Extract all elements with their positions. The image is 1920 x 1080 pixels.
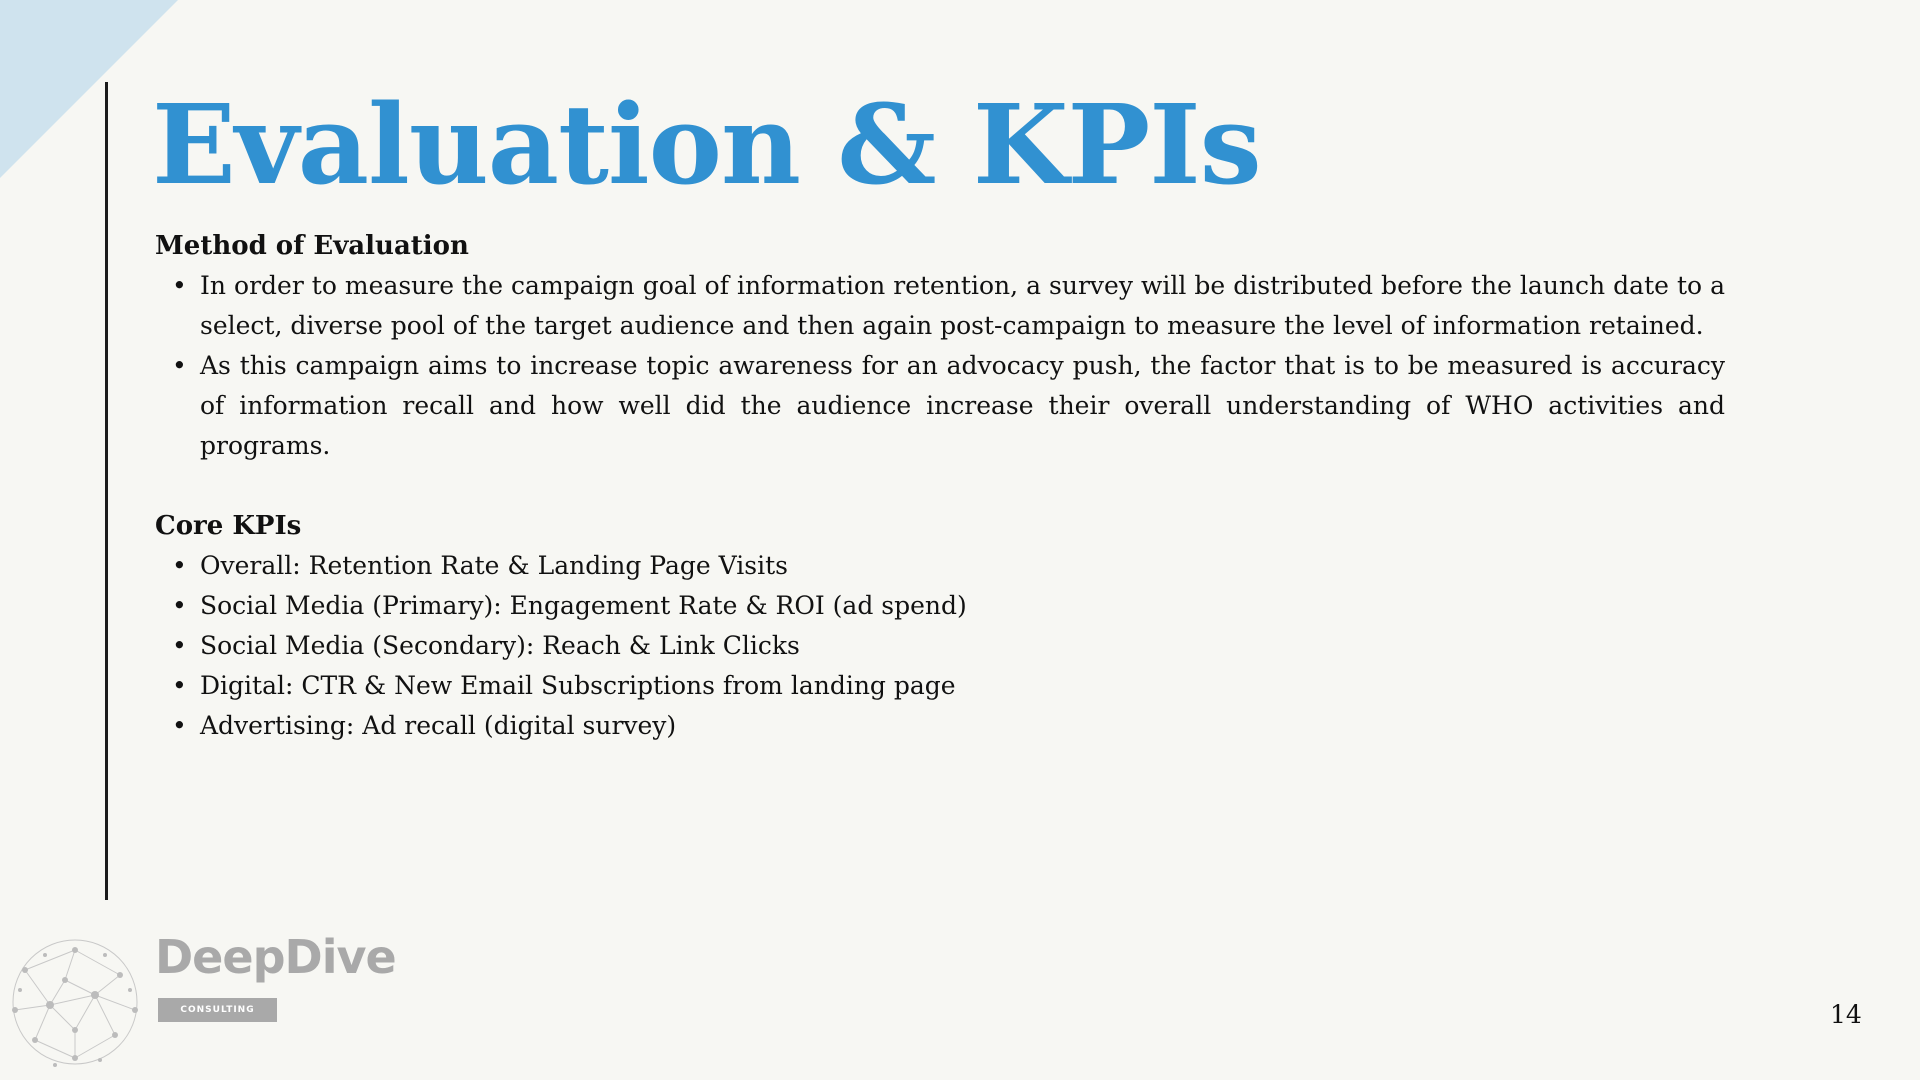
slide-title: Evaluation & KPIs — [152, 80, 1261, 209]
kpi-item: • Social Media (Secondary): Reach & Link Clicks — [200, 626, 1725, 666]
kpi-item: • Social Media (Primary): Engagement Rate & ROI (ad spend) — [200, 586, 1725, 626]
kpi-item: • Digital: CTR & New Email Subscriptions from landing page — [200, 666, 1725, 706]
kpi-item: • Advertising: Ad recall (digital survey) — [200, 706, 1725, 746]
logo-tagline: CONSULTING — [158, 998, 277, 1022]
kpis-heading: Core KPIs — [155, 511, 302, 541]
method-heading: Method of Evaluation — [155, 231, 469, 261]
kpis-list — [155, 546, 1725, 746]
company-logo — [5, 930, 396, 1075]
vertical-divider — [105, 82, 108, 900]
method-item: • As this campaign aims to increase topic awareness for an advocacy push, the factor that is to be measured is accuracy of information recall and how well did the audience increase their overall understanding of WHO activities and programs. — [200, 346, 1725, 466]
kpi-item: • Overall: Retention Rate & Landing Page Visits — [200, 546, 1725, 586]
method-item: • In order to measure the campaign goal of information retention, a survey will be distributed before the launch date to a select, diverse pool of the target audience and then again post-campaign to measure the level of information retained. — [200, 266, 1725, 346]
method-list — [155, 266, 1725, 466]
slide-content — [155, 226, 1725, 746]
network-globe-icon — [5, 930, 145, 1075]
page-number: 14 — [1830, 1000, 1862, 1029]
logo-wordmark: DeepDive — [155, 930, 396, 984]
